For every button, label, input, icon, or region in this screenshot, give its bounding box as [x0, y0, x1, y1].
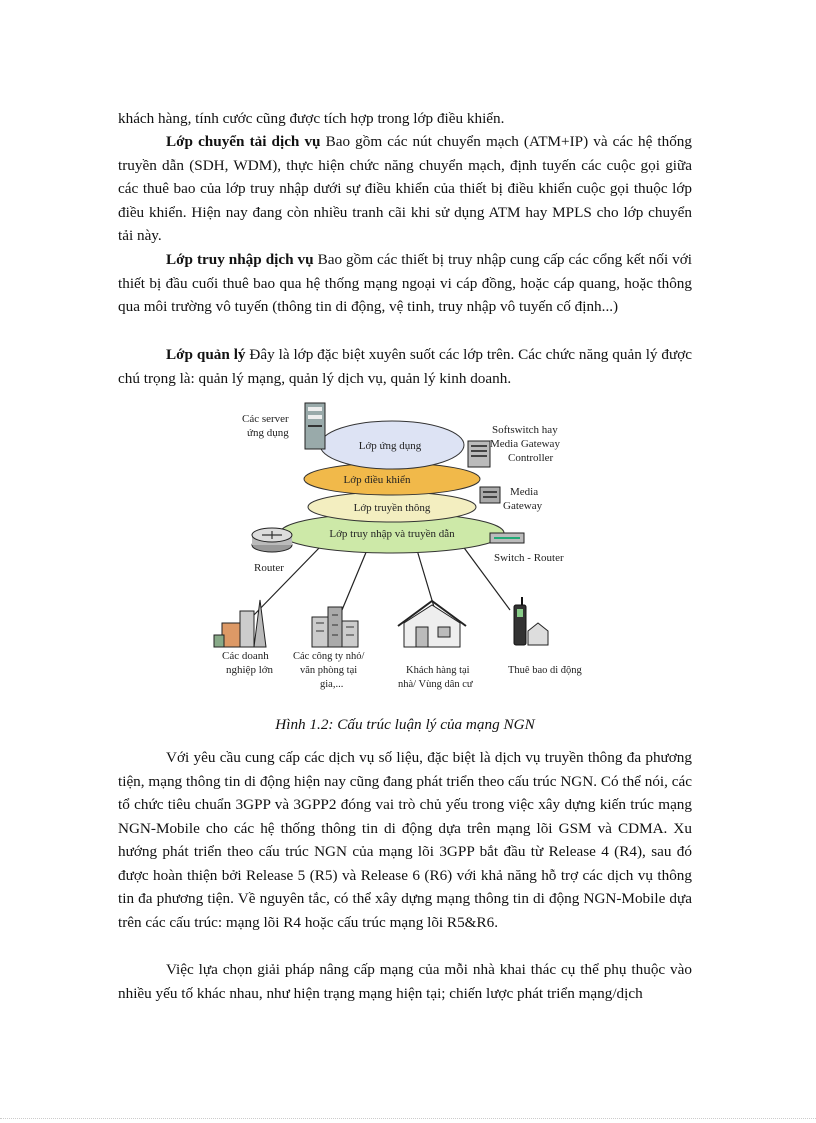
home-label-1: Khách hàng tại — [406, 665, 470, 676]
softswitch-label-3: Controller — [508, 452, 554, 464]
paragraph-upgrade: Việc lựa chọn giải pháp nâng cấp mạng của mỗi nhà khai thác cụ thể phụ thuộc vào nhiều yếu tố khác nhau, như hiện trạng mạng hiện tại; chiến lược phát triển mạng/dịch — [118, 961, 692, 1002]
media-gateway-label-2: Gateway — [503, 500, 543, 512]
ngn-diagram — [192, 395, 602, 703]
term-access-layer: Lớp truy nhập dịch vụ — [166, 251, 314, 268]
enterprise-label-1: Các doanh — [222, 650, 269, 662]
home-label-2: nhà/ Vùng dân cư — [398, 679, 473, 690]
enterprise-label-2: nghiệp lớn — [226, 664, 274, 676]
small-office-label-3: gia,... — [320, 679, 344, 690]
paragraph-management-text: Đây là lớp đặc biệt xuyên suốt các lớp trên. Các chức năng quản lý được chú trọng là: quản lý mạng, quản lý dịch vụ, quản lý kinh doanh. — [118, 346, 692, 387]
figure-caption: Hình 1.2: Cấu trúc luận lý của mạng NGN — [275, 716, 535, 733]
connection-lines — [252, 545, 510, 617]
house-icon — [398, 601, 466, 647]
small-office-icon — [312, 607, 358, 647]
paragraph-ngn-mobile: Với yêu cầu cung cấp các dịch vụ số liệu, đặc biệt là dịch vụ truyền thông đa phương tiện, mạng thông tin di động hiện nay cũng đang phát triển theo cấu trúc NGN. Có thể nói, các tổ chức tiêu chuẩn 3GPP và 3GPP2 đóng vai trò chủ yếu trong việc xây dựng kiến trúc mạng NGN-Mobile cho các hệ thống thông tin di động dựa trên mạng lõi GSM và CDMA. Xu hướng phát triển theo cấu trúc NGN của mạng lõi 3GPP bắt đầu từ Release 4 (R4), sau đó được hoàn thiện bởi Release 5 (R5) và Release 6 (R6) với khả năng hỗ trợ các dịch vụ thông tin đa phương tiện. Về nguyên tắc, có thể xây dựng mạng thông tin di động NGN-Mobile dựa trên các cấu trúc: mạng lõi R4 hoặc cấu trúc mạng lõi R5&R6. — [118, 749, 692, 931]
router-label: Router — [254, 562, 284, 574]
router-icon — [252, 528, 292, 552]
paragraph-transport-layer — [118, 130, 692, 248]
media-gateway-icon — [480, 487, 500, 503]
term-transport-layer: Lớp chuyển tải dịch vụ — [166, 133, 321, 150]
paragraph-transport-text: Bao gồm các nút chuyển mạch (ATM+IP) và các hệ thống truyền dẫn (SDH, WDM), thực hiện chức năng chuyển mạch, định tuyến các cuộc gọi giữa các thuê bao của lớp truy nhập dưới sự điều khiển của thiết bị điều khiển cuộc gọi thuộc lớp điều khiển. Hiện nay đang còn nhiều tranh cãi khi sử dụng ATM hay MPLS cho lớp chuyển tải này. — [118, 133, 692, 244]
control-layer-label: Lớp điều khiển — [343, 474, 411, 486]
mobile-phone-icon — [514, 597, 548, 645]
softswitch-label-2: Media Gateway — [490, 438, 560, 450]
switch-router-icon — [490, 533, 524, 543]
page-bottom-divider — [0, 1118, 816, 1119]
media-gateway-label-1: Media — [510, 486, 539, 498]
paragraph-access-text: Bao gồm các thiết bị truy nhập cung cấp các cổng kết nối với thiết bị đầu cuối thuê bao qua hệ thống mạng ngoại vi cáp đồng, hoặc cáp quang, hoặc thông qua môi trường vô tuyến (thông tin di động, vệ tinh, truy nhập vô tuyến cố định...) — [118, 251, 692, 315]
paragraph-access-layer — [118, 248, 692, 319]
server-icon — [305, 403, 325, 449]
servers-label-1: Các server — [242, 413, 289, 425]
mobile-label: Thuê bao di động — [508, 665, 582, 676]
term-management-layer: Lớp quản lý — [166, 346, 246, 363]
paragraph-intro: khách hàng, tính cước cũng được tích hợp trong lớp điều khiển. — [118, 110, 505, 127]
small-office-label-2: văn phòng tại — [300, 665, 358, 676]
softswitch-label-1: Softswitch hay — [492, 424, 558, 436]
enterprise-building-icon — [214, 600, 266, 647]
paragraph-management-layer — [118, 343, 692, 390]
small-office-label-1: Các công ty nhỏ/ — [293, 651, 365, 662]
switch-router-label: Switch - Router — [494, 552, 564, 564]
softswitch-icon — [468, 441, 490, 467]
access-layer-label: Lớp truy nhập và truyền dẫn — [329, 528, 455, 540]
servers-label-2: ứng dụng — [247, 427, 289, 439]
transport-layer-label: Lớp truyền thông — [353, 502, 431, 514]
line-small-office — [342, 550, 367, 610]
app-layer-label: Lớp ứng dụng — [358, 440, 422, 452]
line-enterprise — [252, 545, 322, 617]
